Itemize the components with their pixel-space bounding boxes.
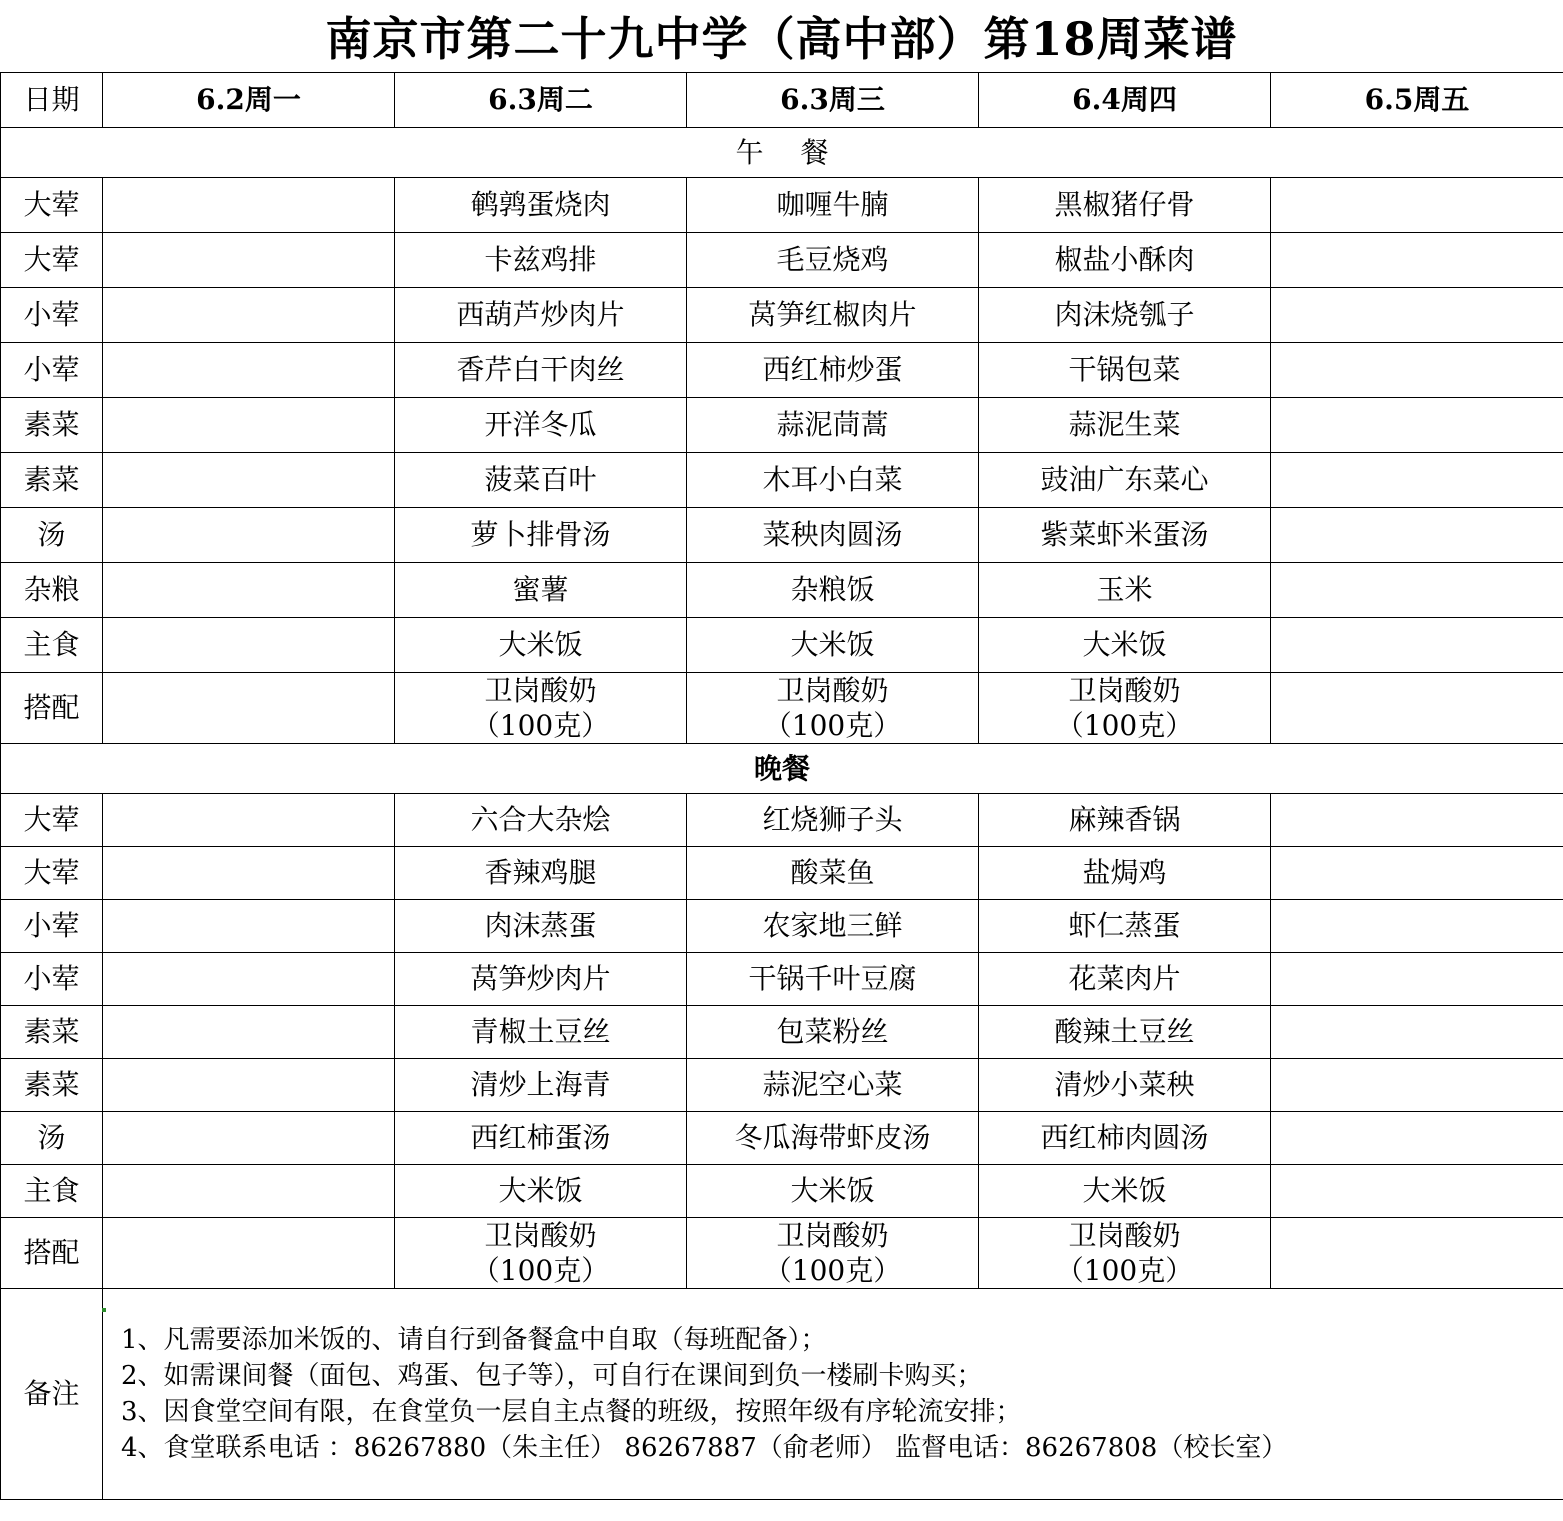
pairing-line: 卫岗酸奶 bbox=[776, 674, 889, 707]
category-cell: 大荤 bbox=[1, 178, 103, 233]
menu-cell bbox=[1271, 953, 1563, 1006]
menu-cell: 菠菜百叶 bbox=[395, 453, 687, 508]
menu-cell bbox=[103, 1218, 395, 1289]
category-cell: 主食 bbox=[1, 618, 103, 673]
pairing-line: 卫岗酸奶 bbox=[776, 1219, 889, 1252]
page-title: 南京市第二十九中学（高中部）第18周菜谱 bbox=[325, 12, 1238, 66]
menu-cell: 酸辣土豆丝 bbox=[979, 1006, 1271, 1059]
notes-label: 备注 bbox=[1, 1289, 103, 1500]
menu-cell: 咖喱牛腩 bbox=[687, 178, 979, 233]
notes-row bbox=[1, 1289, 1563, 1500]
pairing-amount: （100克） bbox=[1055, 709, 1194, 742]
category-cell: 小荤 bbox=[1, 953, 103, 1006]
menu-cell bbox=[1271, 288, 1563, 343]
menu-cell bbox=[1271, 563, 1563, 618]
cell-marker bbox=[102, 1308, 106, 1312]
menu-cell bbox=[103, 508, 395, 563]
pairing-amount: （100克） bbox=[763, 709, 902, 742]
menu-cell: 大米饭 bbox=[395, 1165, 687, 1218]
menu-cell bbox=[103, 178, 395, 233]
table-row bbox=[1, 1165, 1563, 1218]
menu-cell bbox=[103, 343, 395, 398]
menu-cell: 花菜肉片 bbox=[979, 953, 1271, 1006]
menu-cell: 蒜泥茼蒿 bbox=[687, 398, 979, 453]
category-cell: 素菜 bbox=[1, 453, 103, 508]
pairing-line: 卫岗酸奶 bbox=[1068, 1219, 1181, 1252]
menu-cell: 大米饭 bbox=[687, 618, 979, 673]
table-row bbox=[1, 618, 1563, 673]
pairing-amount: （100克） bbox=[1055, 1254, 1194, 1287]
menu-cell bbox=[103, 288, 395, 343]
category-cell: 小荤 bbox=[1, 343, 103, 398]
menu-cell bbox=[103, 453, 395, 508]
menu-cell: 蜜薯 bbox=[395, 563, 687, 618]
note-line: 4、食堂联系电话 ：86267880（朱主任） 86267887（俞老师） 监督电话：86267808（校长室） bbox=[121, 1433, 1288, 1463]
menu-cell: 农家地三鲜 bbox=[687, 900, 979, 953]
category-cell: 小荤 bbox=[1, 900, 103, 953]
menu-cell: 木耳小白菜 bbox=[687, 453, 979, 508]
menu-cell bbox=[1271, 233, 1563, 288]
menu-cell: 玉米 bbox=[979, 563, 1271, 618]
pairing-line: 卫岗酸奶 bbox=[1068, 674, 1181, 707]
menu-cell: 杂粮饭 bbox=[687, 563, 979, 618]
table-row bbox=[1, 1059, 1563, 1112]
category-cell: 汤 bbox=[1, 1112, 103, 1165]
menu-cell bbox=[395, 1218, 687, 1289]
dinner-pairing-row bbox=[1, 1218, 1563, 1289]
menu-cell bbox=[103, 953, 395, 1006]
menu-cell: 鹌鹑蛋烧肉 bbox=[395, 178, 687, 233]
category-cell: 大荤 bbox=[1, 847, 103, 900]
menu-cell: 包菜粉丝 bbox=[687, 1006, 979, 1059]
dinner-section-row bbox=[1, 744, 1563, 794]
menu-cell bbox=[103, 900, 395, 953]
table-row bbox=[1, 953, 1563, 1006]
menu-cell bbox=[103, 1006, 395, 1059]
table-row bbox=[1, 398, 1563, 453]
menu-cell: 干锅千叶豆腐 bbox=[687, 953, 979, 1006]
table-row bbox=[1, 794, 1563, 847]
menu-cell: 酸菜鱼 bbox=[687, 847, 979, 900]
menu-cell bbox=[1271, 178, 1563, 233]
menu-cell: 清炒小菜秧 bbox=[979, 1059, 1271, 1112]
menu-cell bbox=[103, 847, 395, 900]
menu-cell bbox=[103, 1112, 395, 1165]
menu-cell: 虾仁蒸蛋 bbox=[979, 900, 1271, 953]
menu-cell: 蒜泥生菜 bbox=[979, 398, 1271, 453]
day-header: 6.3周二 bbox=[395, 73, 687, 128]
menu-cell bbox=[1271, 343, 1563, 398]
menu-cell: 肉沫蒸蛋 bbox=[395, 900, 687, 953]
menu-cell bbox=[1271, 847, 1563, 900]
pairing-amount: （100克） bbox=[471, 1254, 610, 1287]
table-row bbox=[1, 178, 1563, 233]
menu-cell bbox=[1271, 398, 1563, 453]
menu-cell bbox=[979, 1218, 1271, 1289]
table-row bbox=[1, 1112, 1563, 1165]
day-header: 6.3周三 bbox=[687, 73, 979, 128]
menu-cell bbox=[1271, 900, 1563, 953]
menu-cell: 卡兹鸡排 bbox=[395, 233, 687, 288]
menu-cell bbox=[1271, 618, 1563, 673]
menu-cell: 盐焗鸡 bbox=[979, 847, 1271, 900]
category-cell: 搭配 bbox=[1, 673, 103, 744]
table-row bbox=[1, 343, 1563, 398]
menu-cell: 莴笋炒肉片 bbox=[395, 953, 687, 1006]
menu-cell bbox=[1271, 453, 1563, 508]
dinner-rows bbox=[1, 794, 1563, 1218]
table-row bbox=[1, 233, 1563, 288]
table-row bbox=[1, 563, 1563, 618]
menu-cell: 冬瓜海带虾皮汤 bbox=[687, 1112, 979, 1165]
menu-cell bbox=[395, 673, 687, 744]
menu-cell bbox=[1271, 673, 1563, 744]
menu-cell: 大米饭 bbox=[395, 618, 687, 673]
menu-cell: 大米饭 bbox=[979, 1165, 1271, 1218]
menu-cell: 大米饭 bbox=[687, 1165, 979, 1218]
menu-cell bbox=[103, 1059, 395, 1112]
note-line: 1、凡需要添加米饭的、请自行到备餐盒中自取（每班配备）； bbox=[121, 1325, 827, 1355]
menu-cell bbox=[1271, 508, 1563, 563]
menu-cell: 肉沫烧瓠子 bbox=[979, 288, 1271, 343]
category-cell: 汤 bbox=[1, 508, 103, 563]
category-cell: 素菜 bbox=[1, 1059, 103, 1112]
table-row bbox=[1, 1006, 1563, 1059]
day-header: 6.4周四 bbox=[979, 73, 1271, 128]
menu-cell bbox=[103, 618, 395, 673]
menu-cell bbox=[103, 233, 395, 288]
menu-cell: 六合大杂烩 bbox=[395, 794, 687, 847]
menu-cell: 蒜泥空心菜 bbox=[687, 1059, 979, 1112]
note-line: 2、如需课间餐（面包、鸡蛋、包子等），可自行在课间到负一楼刷卡购买； bbox=[121, 1361, 983, 1391]
menu-table bbox=[0, 72, 1563, 1500]
notes-text bbox=[103, 1289, 1563, 1500]
menu-cell: 毛豆烧鸡 bbox=[687, 233, 979, 288]
menu-cell: 青椒土豆丝 bbox=[395, 1006, 687, 1059]
menu-cell bbox=[1271, 1059, 1563, 1112]
dinner-section-label: 晚餐 bbox=[1, 744, 1563, 794]
menu-cell bbox=[687, 673, 979, 744]
lunch-pairing-row bbox=[1, 673, 1563, 744]
note-line: 3、因食堂空间有限，在食堂负一层自主点餐的班级，按照年级有序轮流安排； bbox=[121, 1397, 1022, 1427]
menu-cell: 紫菜虾米蛋汤 bbox=[979, 508, 1271, 563]
menu-cell: 椒盐小酥肉 bbox=[979, 233, 1271, 288]
lunch-section-row bbox=[1, 128, 1563, 178]
menu-cell bbox=[103, 1165, 395, 1218]
category-cell: 大荤 bbox=[1, 233, 103, 288]
table-row bbox=[1, 288, 1563, 343]
menu-cell: 开洋冬瓜 bbox=[395, 398, 687, 453]
pairing-amount: （100克） bbox=[471, 709, 610, 742]
menu-cell bbox=[103, 563, 395, 618]
date-label: 日期 bbox=[1, 73, 103, 128]
lunch-section-label: 午 餐 bbox=[1, 128, 1563, 178]
day-header: 6.5周五 bbox=[1271, 73, 1563, 128]
category-cell: 小荤 bbox=[1, 288, 103, 343]
menu-cell: 香芹白干肉丝 bbox=[395, 343, 687, 398]
category-cell: 杂粮 bbox=[1, 563, 103, 618]
table-row bbox=[1, 453, 1563, 508]
menu-cell bbox=[1271, 794, 1563, 847]
menu-cell: 干锅包菜 bbox=[979, 343, 1271, 398]
menu-cell: 莴笋红椒肉片 bbox=[687, 288, 979, 343]
menu-cell: 麻辣香锅 bbox=[979, 794, 1271, 847]
menu-cell: 黑椒猪仔骨 bbox=[979, 178, 1271, 233]
menu-cell: 西红柿肉圆汤 bbox=[979, 1112, 1271, 1165]
menu-cell bbox=[103, 398, 395, 453]
menu-cell bbox=[1271, 1006, 1563, 1059]
table-row bbox=[1, 900, 1563, 953]
category-cell: 主食 bbox=[1, 1165, 103, 1218]
menu-cell: 红烧狮子头 bbox=[687, 794, 979, 847]
menu-cell: 香辣鸡腿 bbox=[395, 847, 687, 900]
table-row bbox=[1, 508, 1563, 563]
category-cell: 大荤 bbox=[1, 794, 103, 847]
menu-cell bbox=[103, 673, 395, 744]
menu-cell: 西葫芦炒肉片 bbox=[395, 288, 687, 343]
lunch-rows bbox=[1, 178, 1563, 673]
menu-cell: 萝卜排骨汤 bbox=[395, 508, 687, 563]
category-cell: 素菜 bbox=[1, 1006, 103, 1059]
menu-cell: 西红柿蛋汤 bbox=[395, 1112, 687, 1165]
menu-cell: 清炒上海青 bbox=[395, 1059, 687, 1112]
menu-cell bbox=[1271, 1165, 1563, 1218]
pairing-amount: （100克） bbox=[763, 1254, 902, 1287]
day-header: 6.2周一 bbox=[103, 73, 395, 128]
menu-cell bbox=[979, 673, 1271, 744]
pairing-line: 卫岗酸奶 bbox=[484, 1219, 597, 1252]
category-cell: 素菜 bbox=[1, 398, 103, 453]
pairing-line: 卫岗酸奶 bbox=[484, 674, 597, 707]
menu-cell: 大米饭 bbox=[979, 618, 1271, 673]
menu-cell: 西红柿炒蛋 bbox=[687, 343, 979, 398]
menu-cell: 豉油广东菜心 bbox=[979, 453, 1271, 508]
menu-cell bbox=[1271, 1218, 1563, 1289]
header-row bbox=[1, 73, 1563, 128]
menu-cell: 菜秧肉圆汤 bbox=[687, 508, 979, 563]
menu-cell bbox=[1271, 1112, 1563, 1165]
table-row bbox=[1, 847, 1563, 900]
menu-cell bbox=[687, 1218, 979, 1289]
menu-cell bbox=[103, 794, 395, 847]
category-cell: 搭配 bbox=[1, 1218, 103, 1289]
